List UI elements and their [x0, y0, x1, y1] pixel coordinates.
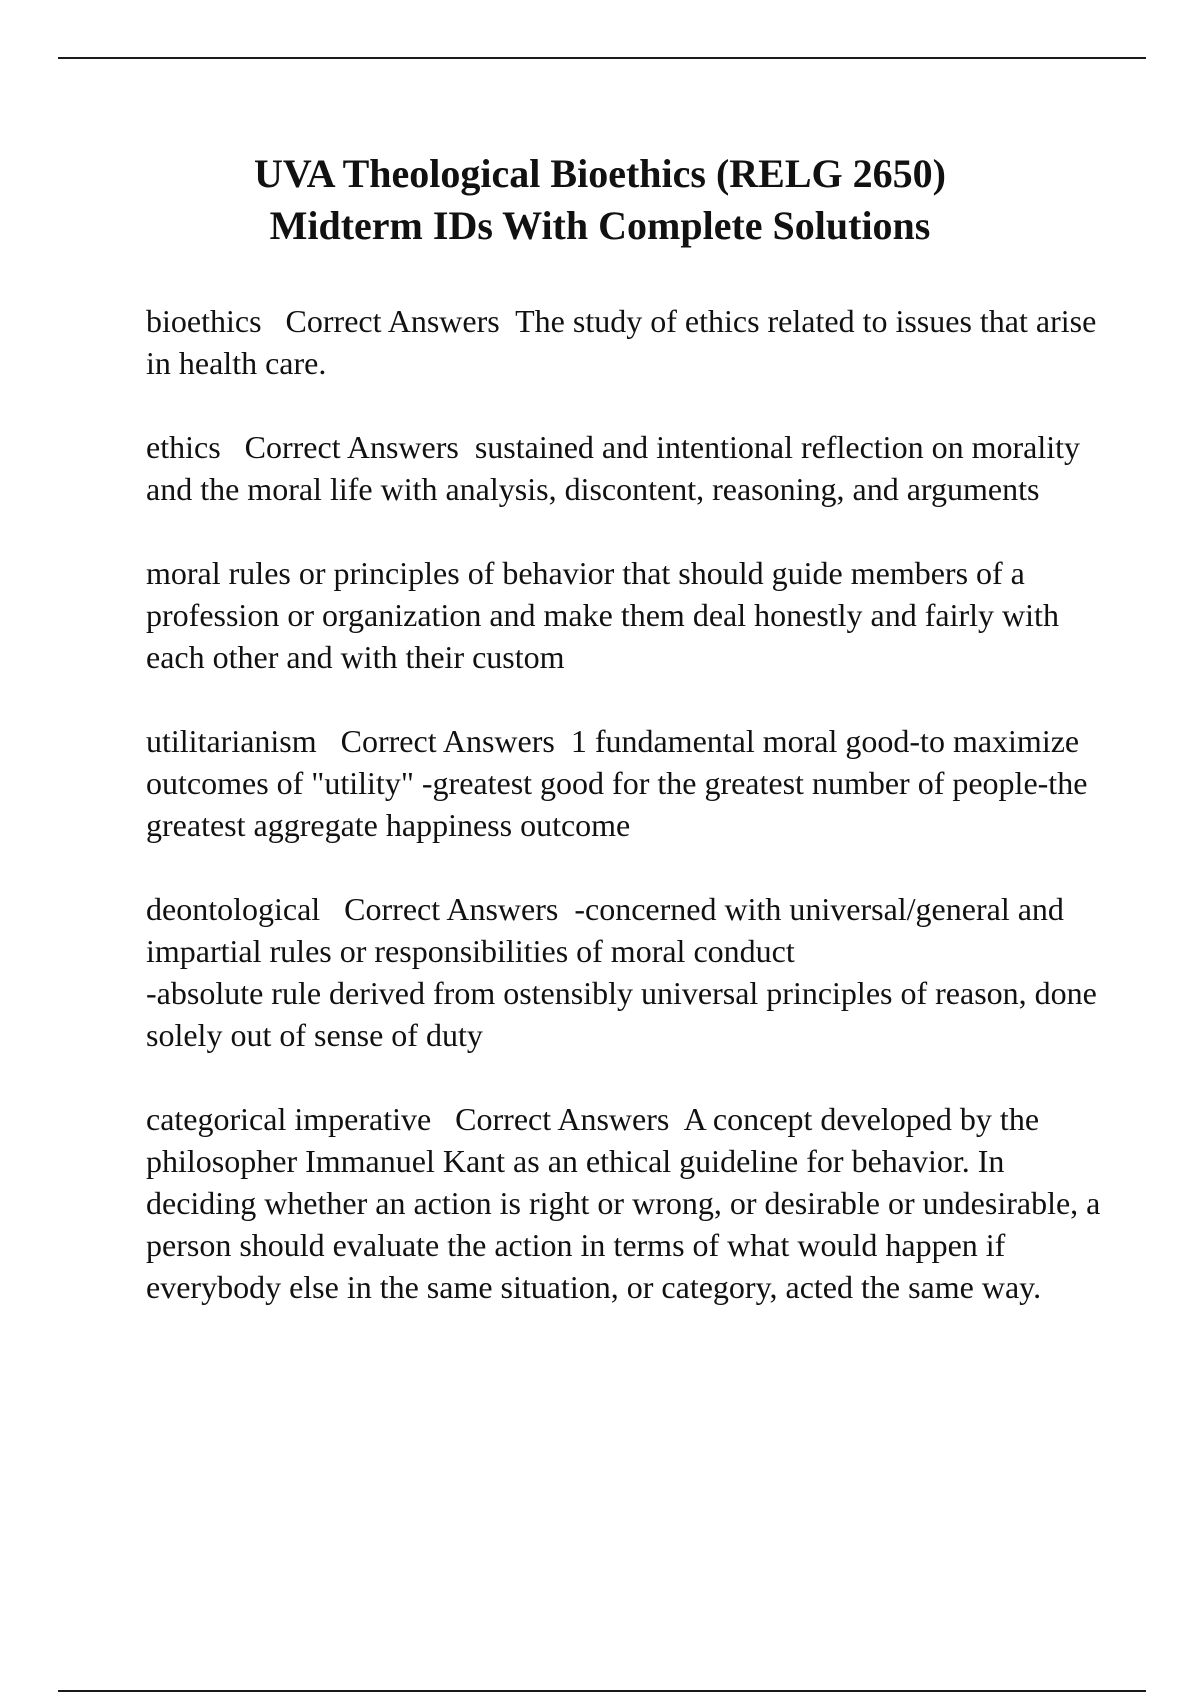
entry-bioethics: bioethics Correct Answers The study of ethics related to issues that arise in health care. — [146, 303, 1105, 381]
title-line-1: UVA Theological Bioethics (RELG 2650) — [254, 151, 946, 196]
bottom-divider — [58, 1690, 1146, 1692]
entry-moral: moral rules or principles of behavior that should guide members of a profession or organization and make them deal honestly and fairly with each other and with their custom — [146, 555, 1067, 675]
entry-utilitarianism: utilitarianism Correct Answers 1 fundamental moral good-to maximize outcomes of "utility" -greatest good for the greatest number of people-the greatest aggregate happiness outcome — [146, 723, 1096, 843]
title-line-2: Midterm IDs With Complete Solutions — [269, 203, 931, 248]
page-title — [0, 148, 1200, 252]
entry-ethics: ethics Correct Answers sustained and intentional reflection on morality and the moral life with analysis, discontent, reasoning, and arguments — [146, 429, 1088, 507]
document-body — [146, 300, 1109, 1350]
top-divider — [58, 57, 1146, 59]
entry-categorical-imperative: categorical imperative Correct Answers A concept developed by the philosopher Immanuel Kant as an ethical guideline for behavior. In deciding whether an action is right or wrong, or desirable or undesirable, a person should evaluate the action in terms of what would happen if everybody else in the same situation, or category, acted the same way. — [146, 1101, 1109, 1305]
entry-deontological: deontological Correct Answers -concerned with universal/general and impartial rules or responsibilities of moral conduct -absolute rule derived from ostensibly universal principles of reason, done solely out of sense of duty — [146, 891, 1097, 1053]
